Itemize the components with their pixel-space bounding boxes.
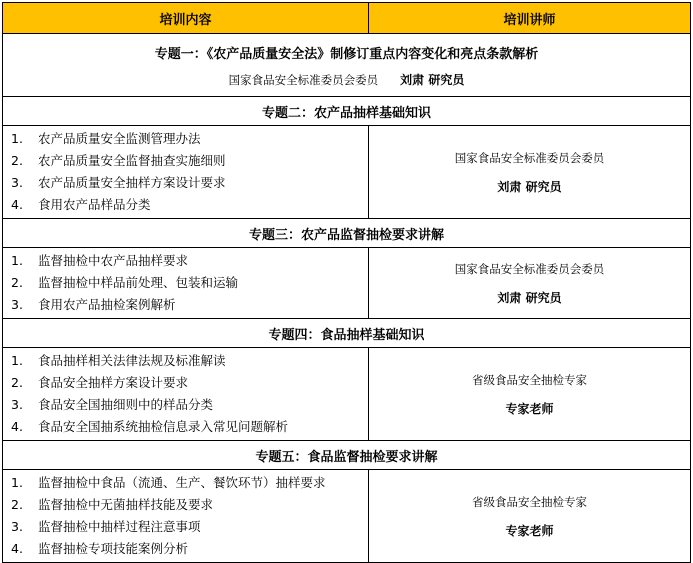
topic-item-list — [3, 126, 368, 218]
list-item — [11, 272, 368, 294]
list-item — [11, 538, 368, 560]
list-item — [11, 128, 368, 150]
topic-body-row — [3, 470, 691, 563]
list-item — [11, 150, 368, 172]
lecturer-cell — [369, 470, 691, 563]
topic-title-row — [3, 219, 691, 248]
list-item — [11, 472, 368, 494]
topic-title: 专题三：农产品监督抽检要求讲解 — [3, 219, 691, 248]
list-item — [11, 372, 368, 394]
list-item-text: 监督抽检专项技能案例分析 — [38, 541, 189, 556]
lecturer-name: 刘肃 研究员 — [497, 290, 562, 305]
lecturer-name: 专家老师 — [505, 401, 554, 416]
topic-item-list — [3, 348, 368, 440]
list-item-number: 2. — [11, 153, 23, 168]
list-item-number: 1. — [11, 353, 23, 368]
topic-title: 专题四：食品抽样基础知识 — [3, 319, 691, 348]
list-item-text: 食品安全国抽细则中的样品分类 — [38, 397, 214, 412]
topic-title-row — [3, 441, 691, 470]
list-item-number: 3. — [11, 175, 23, 190]
topic-title-row — [3, 97, 691, 126]
lecturer-name: 专家老师 — [505, 523, 554, 538]
list-item-number: 1. — [11, 131, 23, 146]
list-item-number: 3. — [11, 397, 23, 412]
topic-title: 专题五：食品监督抽检要求讲解 — [3, 441, 691, 470]
header-content: 培训内容 — [3, 3, 369, 34]
list-item-text: 食用农产品样品分类 — [38, 197, 151, 212]
header-lecturer: 培训讲师 — [369, 3, 691, 34]
list-item-number: 1. — [11, 253, 23, 268]
list-item-text: 监督抽检中农产品抽样要求 — [38, 253, 189, 268]
topic-item-list — [3, 248, 368, 318]
topic-items-cell — [3, 248, 369, 319]
topic-items-cell — [3, 126, 369, 219]
list-item-text: 农产品质量安全监督抽查实施细则 — [38, 153, 226, 168]
list-item-text: 农产品质量安全监测管理办法 — [38, 131, 201, 146]
list-item-number: 3. — [11, 297, 23, 312]
list-item-number: 2. — [11, 275, 23, 290]
list-item-number: 3. — [11, 519, 23, 534]
topic-items-cell — [3, 348, 369, 441]
list-item-text: 食用农产品抽检案例解析 — [38, 297, 176, 312]
list-item — [11, 494, 368, 516]
intro-lecturer-org: 国家食品安全标准委员会委员 — [228, 72, 379, 87]
list-item — [11, 350, 368, 372]
list-item — [11, 416, 368, 438]
list-item-number: 1. — [11, 475, 23, 490]
lecturer-cell — [369, 348, 691, 441]
list-item-number: 2. — [11, 375, 23, 390]
training-schedule-table — [2, 2, 691, 563]
list-item-number: 2. — [11, 497, 23, 512]
list-item-text: 食品安全抽样方案设计要求 — [38, 375, 189, 390]
lecturer-org: 国家食品安全标准委员会委员 — [454, 261, 605, 276]
lecturer-org: 省级食品安全抽检专家 — [472, 494, 587, 509]
topic-body-row — [3, 126, 691, 219]
topic-item-list — [3, 470, 368, 562]
lecturer-cell — [369, 248, 691, 319]
lecturer-org: 国家食品安全标准委员会委员 — [454, 150, 605, 165]
list-item-text: 食品安全国抽系统抽检信息录入常见问题解析 — [38, 419, 289, 434]
list-item — [11, 294, 368, 316]
list-item-text: 农产品质量安全抽样方案设计要求 — [38, 175, 226, 190]
list-item — [11, 250, 368, 272]
list-item — [11, 516, 368, 538]
intro-title: 专题一：《农产品质量安全法》制修订重点内容变化和亮点条款解析 — [154, 46, 539, 62]
list-item — [11, 394, 368, 416]
lecturer-name: 刘肃 研究员 — [497, 179, 562, 194]
list-item — [11, 172, 368, 194]
lecturer-org: 省级食品安全抽检专家 — [472, 372, 587, 387]
intro-cell — [3, 34, 691, 97]
lecturer-cell — [369, 126, 691, 219]
list-item-number: 4. — [11, 541, 23, 556]
intro-row — [3, 34, 691, 97]
topic-title-row — [3, 319, 691, 348]
topic-items-cell — [3, 470, 369, 563]
list-item-number: 4. — [11, 197, 23, 212]
list-item — [11, 194, 368, 216]
list-item-text: 食品抽样相关法律法规及标准解读 — [38, 353, 226, 368]
intro-lecturer-name: 刘肃 研究员 — [400, 72, 465, 87]
list-item-number: 4. — [11, 419, 23, 434]
list-item-text: 监督抽检中样品前处理、包装和运输 — [38, 275, 239, 290]
topic-body-row — [3, 248, 691, 319]
topic-body-row — [3, 348, 691, 441]
topic-title: 专题二：农产品抽样基础知识 — [3, 97, 691, 126]
list-item-text: 监督抽检中无菌抽样技能及要求 — [38, 497, 214, 512]
header-row — [3, 3, 691, 34]
list-item-text: 监督抽检中抽样过程注意事项 — [38, 519, 201, 534]
list-item-text: 监督抽检中食品（流通、生产、餐饮环节）抽样要求 — [38, 475, 326, 490]
